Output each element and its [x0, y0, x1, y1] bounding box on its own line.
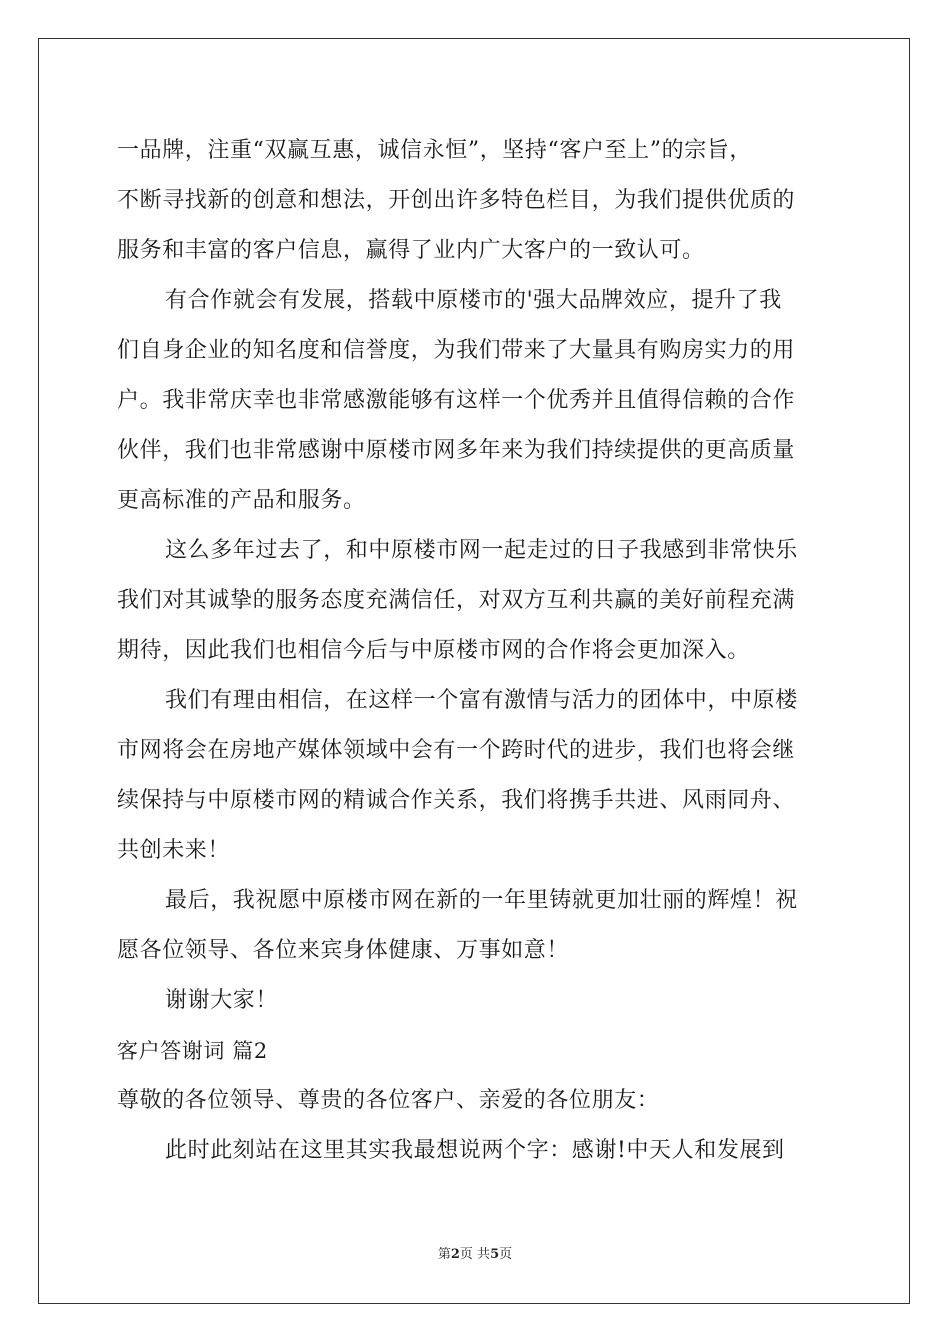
text-line: 最后，我祝愿中原楼市网在新的一年里铸就更加壮丽的辉煌！祝	[165, 888, 798, 913]
text-line: 户。我非常庆幸也非常感激能够有这样一个优秀并且值得信赖的合作	[117, 388, 796, 413]
text-line: 我们对其诚挚的服务态度充满信任，对双方互利共赢的美好前程充满	[117, 588, 796, 613]
section-heading: 客户答谢词 篇2	[117, 1039, 268, 1063]
text-line: 市网将会在房地产媒体领域中会有一个跨时代的进步，我们也将会继	[117, 738, 796, 763]
text-line: 共创未来！	[117, 838, 231, 863]
text-line: 愿各位领导、各位来宾身体健康、万事如意！	[117, 938, 570, 963]
text-line: 谢谢大家！	[165, 988, 279, 1013]
text-line: 续保持与中原楼市网的精诚合作关系，我们将携手共进、风雨同舟、	[117, 788, 796, 813]
footer-current-page: 2	[450, 1247, 460, 1262]
text-line: 期待，因此我们也相信今后与中原楼市网的合作将会更加深入。	[117, 638, 750, 663]
text-line: 我们有理由相信，在这样一个富有激情与活力的团体中，中原楼	[165, 688, 798, 713]
page-footer	[0, 1246, 950, 1264]
footer-prefix: 第	[437, 1247, 451, 1262]
text-line: 此时此刻站在这里其实我最想说两个字：感谢!中天人和发展到	[165, 1138, 785, 1163]
text-line: 伙伴，我们也非常感谢中原楼市网多年来为我们持续提供的更高质量	[117, 438, 796, 463]
footer-mid: 页 共	[459, 1247, 491, 1262]
document-body	[117, 126, 833, 1176]
text-line: 尊敬的各位领导、尊贵的各位客户、亲爱的各位朋友：	[117, 1088, 660, 1113]
text-line: 有合作就会有发展，搭载中原楼市的'强大品牌效应，提升了我	[165, 288, 782, 313]
text-line: 不断寻找新的创意和想法，开创出许多特色栏目，为我们提供优质的	[117, 188, 796, 213]
text-line: 更高标准的产品和服务。	[117, 488, 366, 513]
text-line: 这么多年过去了，和中原楼市网一起走过的日子我感到非常快乐	[165, 538, 798, 563]
text-line: 们自身企业的知名度和信誉度，为我们带来了大量具有购房实力的用	[117, 338, 796, 363]
footer-total-pages: 5	[490, 1247, 500, 1262]
text-line: 一品牌，注重“双赢互惠，诚信永恒”，坚持“客户至上”的宗旨，	[117, 138, 752, 163]
footer-suffix: 页	[499, 1247, 513, 1262]
text-line: 服务和丰富的客户信息，赢得了业内广大客户的一致认可。	[117, 238, 705, 263]
